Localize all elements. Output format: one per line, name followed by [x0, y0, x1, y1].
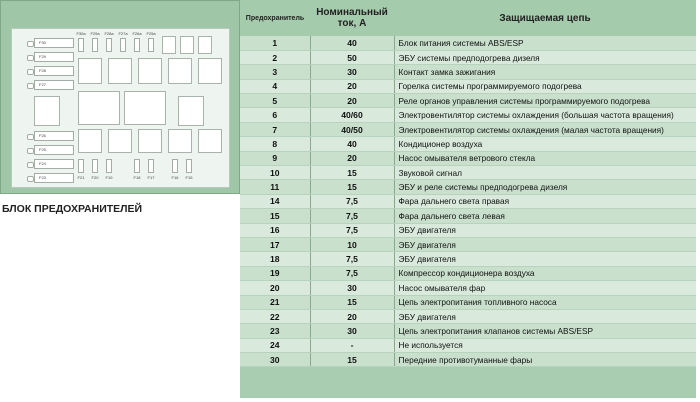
- relay-slot: [168, 58, 192, 84]
- header-current: Номинальный ток, А: [310, 0, 394, 36]
- cell-circuit: ЭБУ двигателя: [394, 309, 696, 323]
- cell-circuit: ЭБУ двигателя: [394, 252, 696, 266]
- fuse-slot: [106, 159, 112, 173]
- cell-current: 15: [310, 353, 394, 367]
- cell-circuit: ЭБУ двигателя: [394, 223, 696, 237]
- fuse-label: F23: [39, 175, 46, 180]
- cell-current: 30: [310, 324, 394, 338]
- fuse-slot: [172, 159, 178, 173]
- cell-current: 50: [310, 50, 394, 64]
- relay-slot: [198, 129, 222, 153]
- relay-slot: [138, 129, 162, 153]
- fuse-slot: [78, 38, 84, 52]
- table-row: [240, 223, 696, 237]
- fuse-slot: [34, 52, 74, 62]
- table-row: [240, 252, 696, 266]
- fuse-label: F21: [77, 175, 85, 180]
- cell-fuse: 4: [240, 79, 310, 93]
- fuse-label: F20: [91, 175, 99, 180]
- cell-circuit: ЭБУ и реле системы предподогрева дизеля: [394, 180, 696, 194]
- relay-slot: [162, 36, 176, 54]
- fuse-slot: [186, 159, 192, 173]
- cell-circuit: Кондиционер воздуха: [394, 137, 696, 151]
- fuse-label: F29: [39, 54, 46, 59]
- table-row: [240, 353, 696, 367]
- cell-circuit: Электровентилятор системы охлаждения (малая частота вращения): [394, 122, 696, 136]
- diagram-caption: БЛОК ПРЕДОХРАНИТЕЛЕЙ: [2, 203, 143, 215]
- table-row: [240, 338, 696, 352]
- cell-circuit: Насос омывателя фар: [394, 281, 696, 295]
- table-row: [240, 281, 696, 295]
- cell-circuit: Насос омывателя ветрового стекла: [394, 151, 696, 165]
- fuse-slot: [78, 159, 84, 173]
- cell-fuse: 24: [240, 338, 310, 352]
- fuse-slot: [148, 159, 154, 173]
- fuse-slot: [34, 145, 74, 155]
- fuse-label: F16: [171, 175, 179, 180]
- cell-circuit: Контакт замка зажигания: [394, 65, 696, 79]
- fuse-label: F24: [39, 161, 46, 166]
- cell-current: 10: [310, 237, 394, 251]
- relay-slot: [198, 58, 222, 84]
- fuse-slot: [134, 159, 140, 173]
- cell-current: 20: [310, 79, 394, 93]
- cell-circuit: Звуковой сигнал: [394, 166, 696, 180]
- cell-current: 7,5: [310, 194, 394, 208]
- cell-circuit: Цепь электропитания клапанов системы ABS/ESP: [394, 324, 696, 338]
- fuse-slot: [34, 131, 74, 141]
- table-header-row: [240, 0, 696, 36]
- fuse-label: F27: [39, 82, 46, 87]
- cell-fuse: 30: [240, 353, 310, 367]
- table-row: [240, 309, 696, 323]
- relay-slot: [168, 129, 192, 153]
- cell-fuse: 10: [240, 166, 310, 180]
- cell-current: 20: [310, 151, 394, 165]
- cell-fuse: 5: [240, 94, 310, 108]
- cell-current: 40: [310, 36, 394, 50]
- cell-fuse: 8: [240, 137, 310, 151]
- fuse-label: F15: [185, 175, 193, 180]
- cell-fuse: 16: [240, 223, 310, 237]
- cell-current: 15: [310, 166, 394, 180]
- fuse-table-container: [240, 0, 696, 398]
- table-row: [240, 50, 696, 64]
- table-row: [240, 166, 696, 180]
- cell-circuit: Блок питания системы ABS/ESP: [394, 36, 696, 50]
- cell-fuse: 18: [240, 252, 310, 266]
- relay-slot: [178, 96, 204, 126]
- relay-slot: [34, 96, 60, 126]
- table-row: [240, 180, 696, 194]
- fuse-slot: [92, 38, 98, 52]
- cell-circuit: Горелка системы программируемого подогрева: [394, 79, 696, 93]
- cell-circuit: ЭБУ системы предподогрева дизеля: [394, 50, 696, 64]
- cell-fuse: 22: [240, 309, 310, 323]
- cell-current: 30: [310, 281, 394, 295]
- header-fuse: Предохранитель: [240, 0, 310, 36]
- table-row: [240, 194, 696, 208]
- table-row: [240, 36, 696, 50]
- cell-current: 7,5: [310, 223, 394, 237]
- table-row: [240, 137, 696, 151]
- cell-circuit: ЭБУ двигателя: [394, 237, 696, 251]
- cell-fuse: 15: [240, 209, 310, 223]
- cell-current: 7,5: [310, 209, 394, 223]
- cell-current: 7,5: [310, 252, 394, 266]
- cell-fuse: 14: [240, 194, 310, 208]
- fuse-label: F26: [39, 133, 46, 138]
- cell-fuse: 7: [240, 122, 310, 136]
- table-row: [240, 324, 696, 338]
- fuse-label: F18: [133, 175, 141, 180]
- cell-fuse: 23: [240, 324, 310, 338]
- table-row: [240, 209, 696, 223]
- cell-current: 40/60: [310, 108, 394, 122]
- fuse-label: F27a: [118, 31, 128, 36]
- fuse-label: F30a: [76, 31, 86, 36]
- fuse-slot: [120, 38, 126, 52]
- cell-fuse: 9: [240, 151, 310, 165]
- relay-slot: [108, 58, 132, 84]
- cell-fuse: 3: [240, 65, 310, 79]
- table-row: [240, 108, 696, 122]
- cell-current: 15: [310, 295, 394, 309]
- cell-current: 20: [310, 94, 394, 108]
- cell-circuit: Электровентилятор системы охлаждения (большая частота вращения): [394, 108, 696, 122]
- fuse-label: F19: [105, 175, 113, 180]
- table-body: [240, 36, 696, 367]
- table-row: [240, 79, 696, 93]
- cell-circuit: Фара дальнего света правая: [394, 194, 696, 208]
- cell-fuse: 21: [240, 295, 310, 309]
- fuse-table: [240, 0, 696, 367]
- table-row: [240, 237, 696, 251]
- table-row: [240, 295, 696, 309]
- fuse-label: F28: [39, 68, 46, 73]
- fuse-slot: [92, 159, 98, 173]
- cell-circuit: Не используется: [394, 338, 696, 352]
- fuse-slot: [34, 159, 74, 169]
- table-row: [240, 65, 696, 79]
- relay-slot: [198, 36, 212, 54]
- fuse-label: F17: [147, 175, 155, 180]
- fuse-label: F28a: [104, 31, 114, 36]
- cell-fuse: 11: [240, 180, 310, 194]
- cell-fuse: 6: [240, 108, 310, 122]
- cell-fuse: 2: [240, 50, 310, 64]
- relay-slot: [138, 58, 162, 84]
- cell-current: 20: [310, 309, 394, 323]
- cell-circuit: Передние противотуманные фары: [394, 353, 696, 367]
- table-row: [240, 122, 696, 136]
- fuse-label: F25: [39, 147, 46, 152]
- relay-slot: [78, 129, 102, 153]
- cell-current: -: [310, 338, 394, 352]
- fuse-slot: [34, 80, 74, 90]
- fuse-box-diagram: [0, 0, 240, 194]
- relay-slot: [108, 129, 132, 153]
- cell-fuse: 1: [240, 36, 310, 50]
- table-row: [240, 94, 696, 108]
- header-circuit: Защищаемая цепь: [394, 0, 696, 36]
- fuse-slot: [34, 66, 74, 76]
- cell-fuse: 19: [240, 266, 310, 280]
- cell-current: 40/50: [310, 122, 394, 136]
- fuse-label: F29a: [90, 31, 100, 36]
- cell-circuit: Реле органов управления системы программируемого подогрева: [394, 94, 696, 108]
- cell-fuse: 17: [240, 237, 310, 251]
- cell-current: 15: [310, 180, 394, 194]
- relay-slot: [180, 36, 194, 54]
- cell-current: 40: [310, 137, 394, 151]
- fuse-slot: [134, 38, 140, 52]
- cell-current: 30: [310, 65, 394, 79]
- relay-slot: [78, 58, 102, 84]
- relay-slot: [124, 91, 166, 125]
- table-row: [240, 151, 696, 165]
- fuse-label: F26a: [132, 31, 142, 36]
- cell-circuit: Фара дальнего света левая: [394, 209, 696, 223]
- fuse-slot: [148, 38, 154, 52]
- fuse-label: F30: [39, 40, 46, 45]
- cell-circuit: Цепь электропитания топливного насоса: [394, 295, 696, 309]
- table-row: [240, 266, 696, 280]
- cell-current: 7,5: [310, 266, 394, 280]
- fuse-label: F25a: [146, 31, 156, 36]
- cell-circuit: Компрессор кондиционера воздуха: [394, 266, 696, 280]
- fuse-slot: [34, 38, 74, 48]
- fuse-slot: [34, 173, 74, 183]
- fuse-box-board: [11, 28, 230, 188]
- fuse-slot: [106, 38, 112, 52]
- cell-fuse: 20: [240, 281, 310, 295]
- relay-slot: [78, 91, 120, 125]
